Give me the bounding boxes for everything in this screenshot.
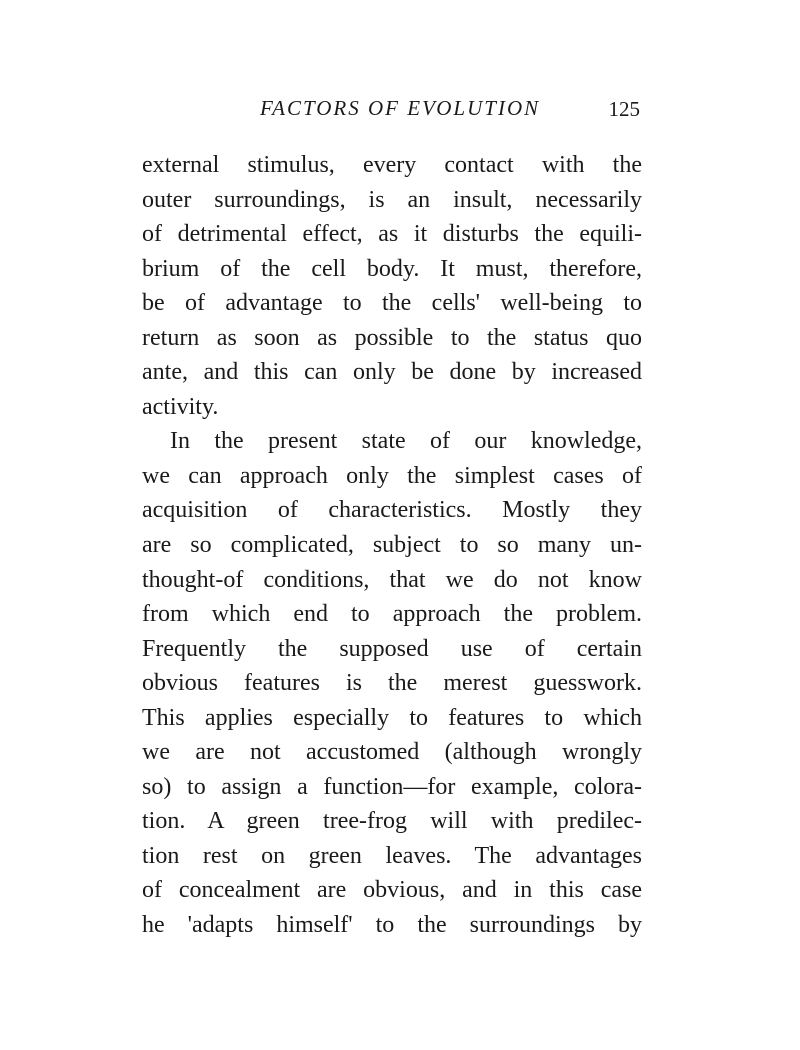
text-line: we can approach only the simplest cases of bbox=[142, 462, 642, 489]
text-line: from which end to approach the problem. bbox=[142, 601, 642, 628]
text-line: brium of the cell body. It must, therefore, bbox=[142, 255, 642, 282]
text-line: This applies especially to features to which bbox=[142, 704, 642, 731]
text-line: external stimulus, every contact with the bbox=[142, 152, 642, 178]
text-line: ante, and this can only be done by increased bbox=[142, 359, 642, 386]
text-line: acquisition of characteristics. Mostly they bbox=[142, 497, 642, 524]
running-head bbox=[130, 96, 650, 126]
text-line: are so complicated, subject to so many un- bbox=[142, 532, 642, 559]
text-line: obvious features is the merest guesswork. bbox=[142, 670, 642, 697]
text-line: be of advantage to the cells' well-being to bbox=[142, 290, 642, 317]
page-number: 125 bbox=[608, 97, 640, 121]
text-line: of detrimental effect, as it disturbs the equili- bbox=[142, 221, 642, 248]
text-line: outer surroundings, is an insult, necessarily bbox=[142, 186, 642, 213]
text-line: we are not accustomed (although wrongly bbox=[142, 739, 642, 766]
text-line: activity. bbox=[142, 393, 219, 420]
body-text bbox=[142, 148, 642, 943]
text-line: In the present state of our knowledge, bbox=[170, 428, 642, 455]
text-line: Frequently the supposed use of certain bbox=[142, 635, 642, 662]
running-title: FACTORS OF EVOLUTION bbox=[260, 96, 541, 120]
text-line: thought-of conditions, that we do not know bbox=[142, 566, 642, 593]
text-line: tion. A green tree-frog will with predilec- bbox=[142, 808, 642, 835]
text-line: so) to assign a function—for example, colora- bbox=[142, 773, 642, 800]
text-line: tion rest on green leaves. The advantages bbox=[142, 842, 642, 869]
text-line: return as soon as possible to the status quo bbox=[142, 324, 642, 351]
text-line: he 'adapts himself' to the surroundings by bbox=[142, 912, 642, 939]
text-line: of concealment are obvious, and in this case bbox=[142, 877, 642, 904]
